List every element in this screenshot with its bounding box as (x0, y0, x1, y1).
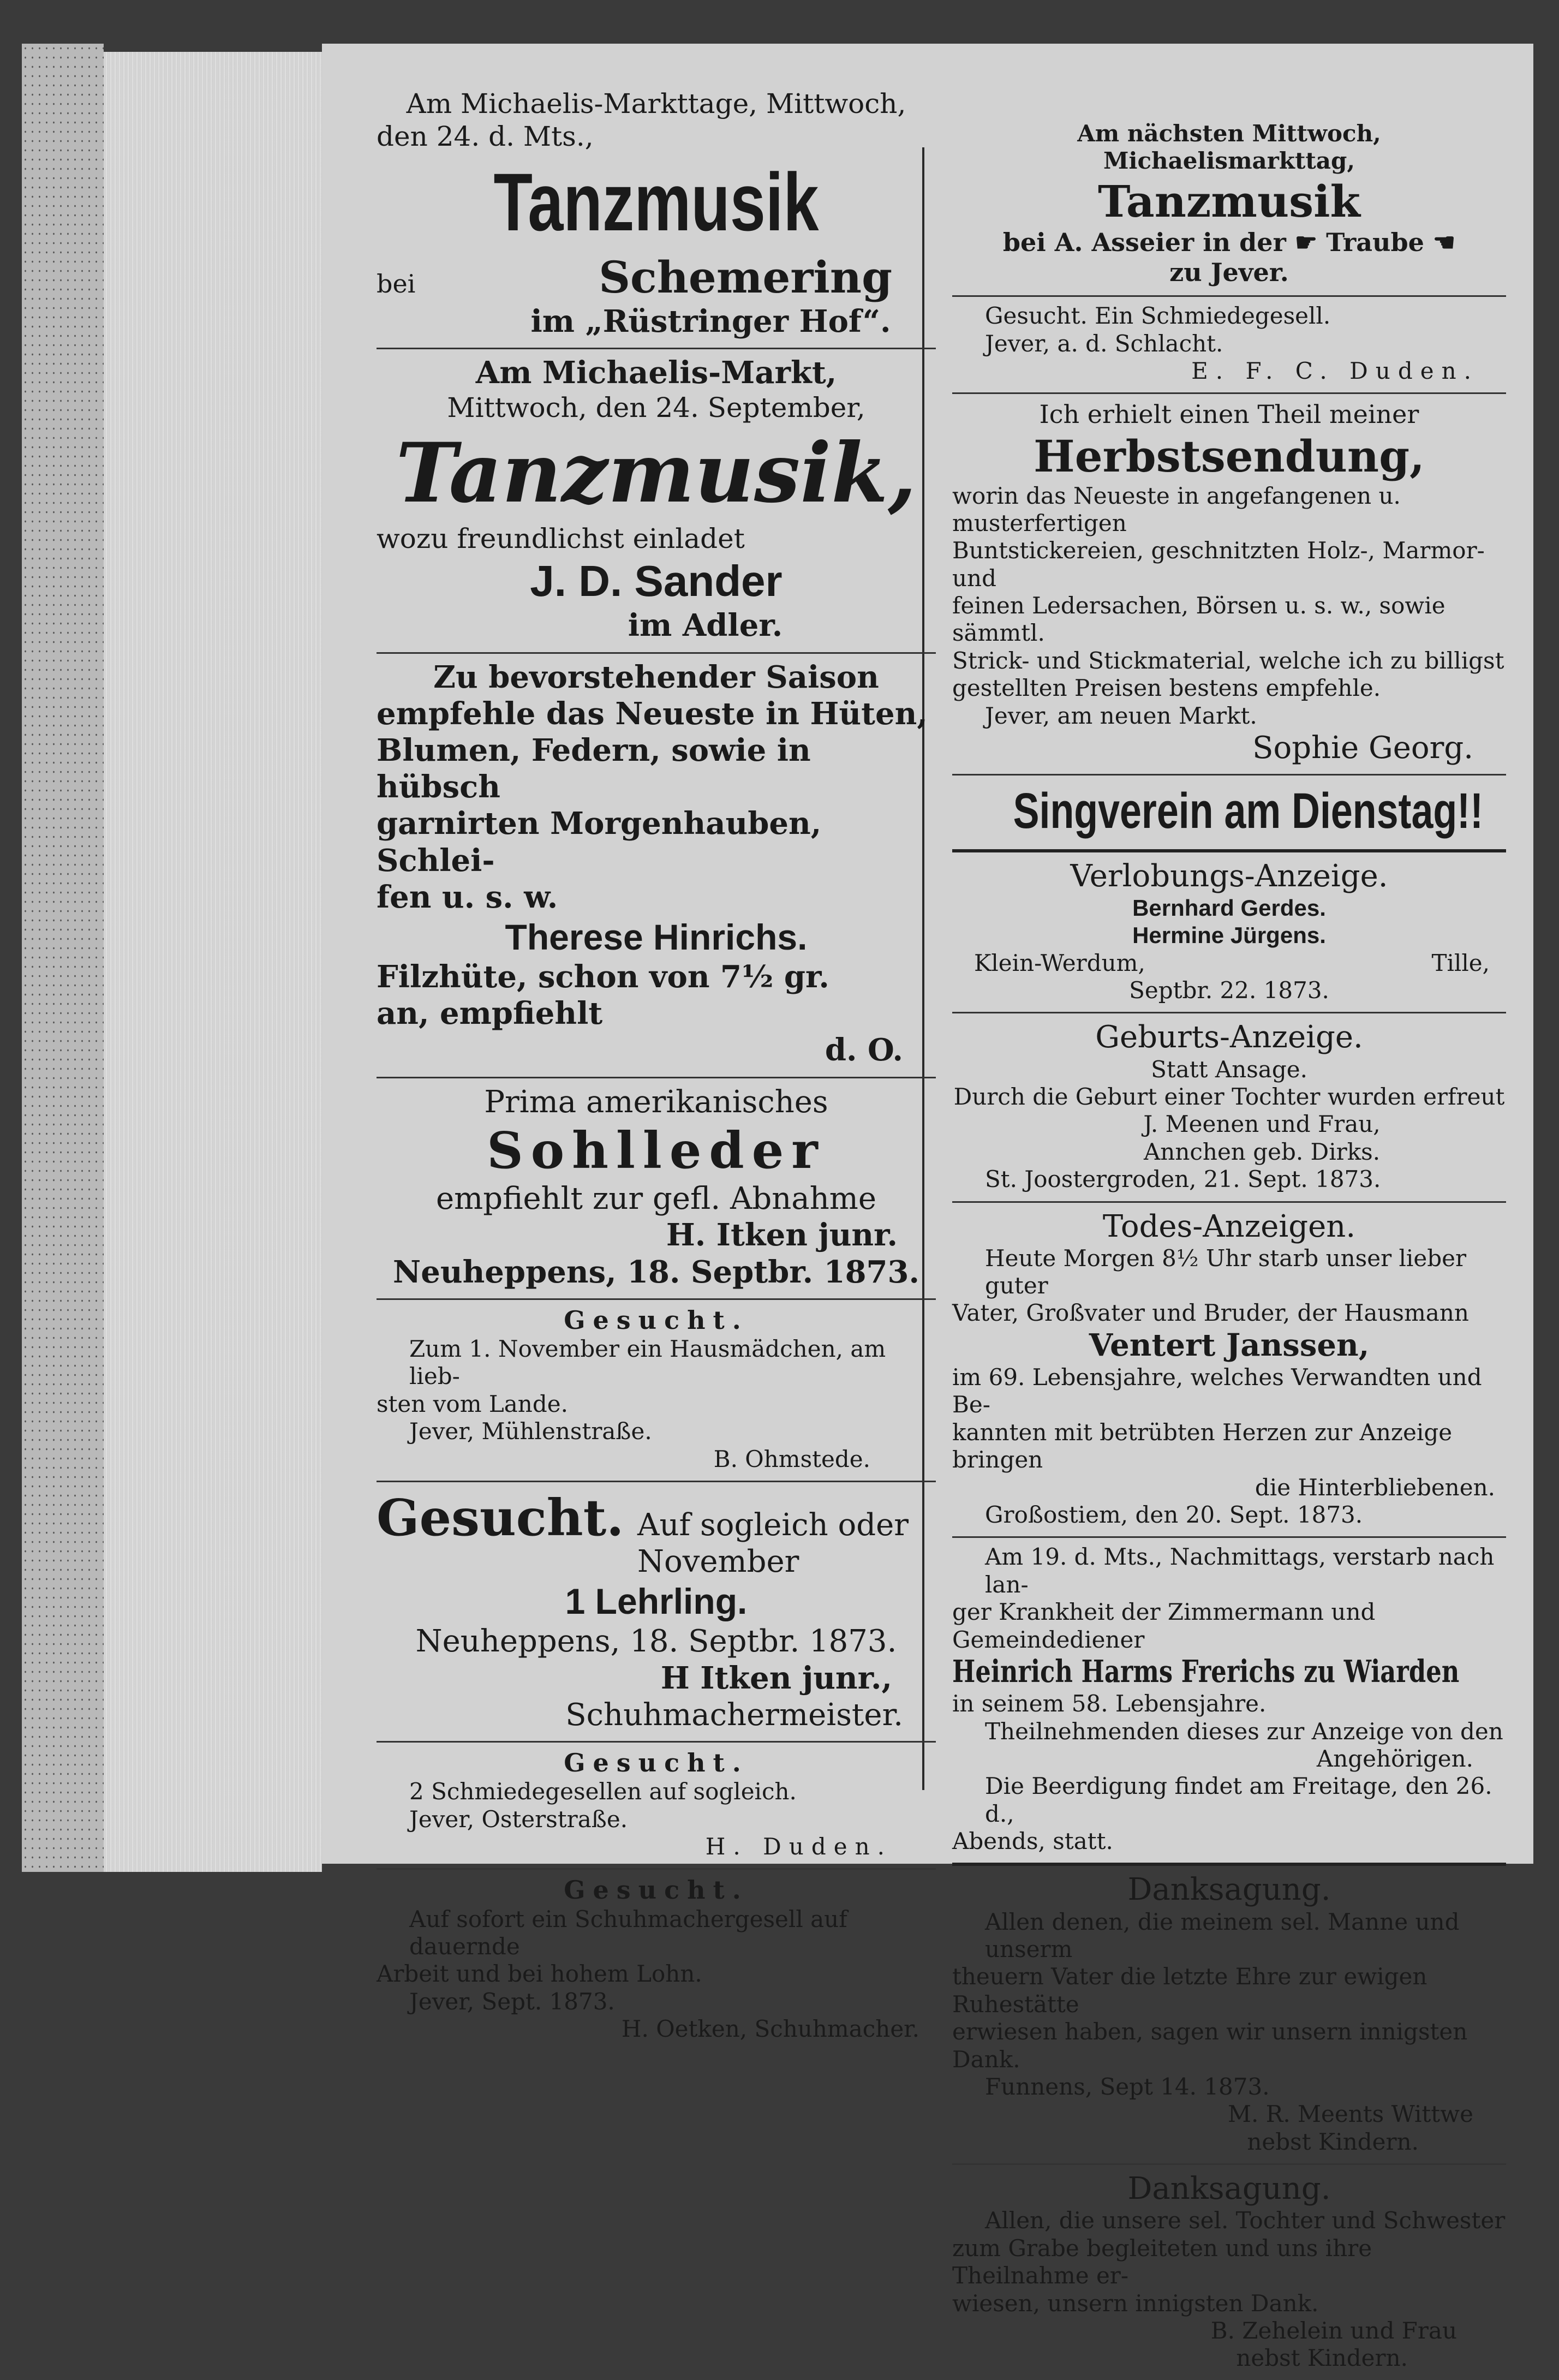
ad-verlobung (952, 852, 1506, 1014)
ad-line: in seinem 58. Lebensjahre. (952, 1690, 1267, 1717)
ad-line: Funnens, Sept 14. 1873. (985, 2073, 1270, 2101)
ad-line: ger Krankheit der Zimmermann und Gemeindediener (952, 1598, 1376, 1653)
ad-todesanzeige-frerichs (952, 1538, 1506, 1866)
ad-title: Danksagung. (1127, 1872, 1331, 1908)
ad-line: Die Beerdigung findet am Freitage, den 26. d., (985, 1773, 1492, 1827)
ad-line: Abends, statt. (952, 1828, 1113, 1855)
ad-line: theuern Vater die letzte Ehre zur ewigen Ruhestätte (952, 1963, 1427, 2018)
ad-headline: Singverein am Dienstag!! (1013, 783, 1483, 839)
ad-headline: Gesucht. (377, 1488, 624, 1547)
ad-signature: E. F. C. Duden. (1191, 357, 1479, 384)
ad-date: Septbr. 22. 1873. (1129, 976, 1329, 1004)
ad-place: Tille, (1431, 949, 1490, 976)
left-column (377, 82, 936, 2051)
ad-line: Am 19. d. Mts., Nachmittags, verstarb nach lan- (985, 1543, 1495, 1598)
ad-line: empfehle das Neueste in Hüten, (377, 695, 928, 732)
ad-headline: Herbstsendung, (1034, 430, 1425, 482)
ad-line: Blumen, Federn, sowie in hübsch (377, 732, 811, 806)
ad-line: Strick- und Stickmaterial, welche ich zu billigst (952, 647, 1504, 674)
ad-line: Filzhüte, schon von 7½ gr. (377, 959, 829, 995)
ad-role: Schuhmachermeister. (565, 1697, 903, 1733)
ad-tanzmusik-sander (377, 349, 936, 653)
ad-title: Todes-Anzeigen. (1102, 1208, 1356, 1244)
ad-line: bei A. Asseier in der (1002, 227, 1286, 257)
ad-line: worin das Neueste in angefangenen u. musterfertigen (952, 482, 1401, 536)
ad-line: Am Michaelis-Markttage, Mittwoch, (406, 88, 906, 120)
ad-line: gestellten Preisen bestens empfehle. (952, 675, 1381, 702)
ad-gesucht-hausmaedchen (377, 1300, 936, 1482)
ad-line: Arbeit und bei hohem Lohn. (377, 1960, 702, 1988)
ad-line: wozu freundlichst einladet (377, 523, 745, 555)
ad-line: feinen Ledersachen, Börsen u. s. w., sowie sämmtl. (952, 592, 1445, 647)
ad-headline: Tanzmusik (1098, 175, 1360, 227)
ad-todesanzeige-janssen (952, 1203, 1506, 1538)
ad-line: Jever, Osterstraße. (409, 1805, 628, 1833)
ad-line: sten vom Lande. (377, 1390, 568, 1417)
ad-line: Zum 1. November ein Hausmädchen, am lieb- (409, 1335, 886, 1390)
ad-name: Heinrich Harms Frerichs zu Wiarden (952, 1653, 1460, 1690)
ad-date: Neuheppens, 18. Septbr. 1873. (415, 1624, 897, 1660)
ad-line: Heute Morgen 8½ Uhr starb unser lieber guter (985, 1244, 1467, 1299)
ad-line: an, empfiehlt (377, 995, 603, 1032)
ad-line: Gesucht. Ein Schmiedegesell. (985, 302, 1331, 330)
ad-herbstsendung (952, 394, 1506, 776)
ad-line: im 69. Lebensjahre, welches Verwandten und Be- (952, 1364, 1482, 1418)
ad-line: Allen, die unsere sel. Tochter und Schwester (985, 2207, 1506, 2234)
ad-signature: M. R. Meents Wittwe (1227, 2101, 1473, 2128)
pointing-hand-right-icon: ☚ (1432, 227, 1456, 257)
ad-line: Buntstickereien, geschnitzten Holz-, Marmor- und (952, 537, 1485, 592)
ad-line: garnirten Morgenhauben, Schlei- (377, 806, 822, 879)
ad-line: Jever, Mühlenstraße. (409, 1418, 652, 1445)
ad-date: Neuheppens, 18. Septbr. 1873. (393, 1254, 919, 1290)
ad-line: Angehörigen. (1316, 1745, 1473, 1772)
ad-tanzmusik-schemering (377, 82, 936, 349)
ad-line: erwiesen haben, sagen wir unsern innigsten Dank. (952, 2018, 1468, 2073)
ad-signature: nebst Kindern. (1236, 2345, 1408, 2372)
ad-line: Jever, Sept. 1873. (409, 1988, 615, 2015)
ad-line: Mittwoch, den 24. September, (447, 392, 865, 424)
ad-line: den 24. d. Mts., (377, 121, 594, 152)
ad-signature: nebst Kindern. (1247, 2128, 1419, 2155)
ad-line: zu Jever. (1169, 257, 1289, 287)
ad-line: kannten mit betrübten Herzen zur Anzeige bringen (952, 1418, 1453, 1474)
ad-place: im „Rüstringer Hof“. (530, 303, 891, 339)
ad-line: Durch die Geburt einer Tochter wurden erfreut (953, 1083, 1505, 1110)
page-stack (104, 52, 322, 1872)
ad-place: im Adler. (628, 607, 783, 644)
ad-danksagung-meents (952, 1866, 1506, 2165)
ad-line: die Hinterbliebenen. (1255, 1474, 1495, 1501)
ad-item: 1 Lehrling. (565, 1581, 748, 1622)
ad-name: Bernhard Gerdes. (1132, 894, 1326, 921)
ad-name: J. D. Sander (530, 557, 783, 606)
ad-place: Klein-Werdum, (974, 949, 1145, 976)
ad-headline: Tanzmusik, (396, 425, 917, 522)
ad-title: Geburts-Anzeige. (1095, 1019, 1363, 1055)
ad-singverein (952, 776, 1506, 852)
ad-name: H. Itken junr. (666, 1217, 898, 1254)
ad-name: Schemering (599, 252, 892, 303)
ad-name: Ventert Janssen, (1089, 1327, 1370, 1363)
ad-title: Gesucht. (564, 1748, 749, 1778)
ad-line: Auf sogleich oder (637, 1507, 909, 1543)
ad-line: zum Grabe begleiteten und uns ihre Theilnahme er- (952, 2234, 1372, 2289)
ad-signature: B. Zehelein und Frau (1210, 2317, 1457, 2344)
ad-danksagung-zehelein (952, 2165, 1506, 2380)
ad-geburt (952, 1013, 1506, 1202)
ad-name: Therese Hinrichs. (505, 916, 808, 957)
ad-headline: Sohlleder (487, 1120, 826, 1180)
right-column (952, 115, 1506, 2380)
ad-title: Gesucht. (564, 1875, 749, 1905)
ad-line (952, 228, 1506, 258)
ad-date: Großostiem, den 20. Sept. 1873. (985, 1501, 1363, 1528)
ad-signature: H. Duden. (705, 1833, 892, 1860)
ad-line: wiesen, unsern innigsten Dank. (952, 2289, 1319, 2317)
ad-line: November (637, 1544, 799, 1580)
ad-line: empfiehlt zur gefl. Abnahme (436, 1181, 876, 1217)
ad-gesucht-lehrling (377, 1482, 936, 1743)
ad-line: Annchen geb. Dirks. (1143, 1138, 1381, 1165)
ad-name: Hermine Jürgens. (1132, 922, 1326, 949)
ad-line: Zu bevorstehender Saison (433, 659, 879, 695)
ad-line: Theilnehmenden dieses zur Anzeige von den (985, 1717, 1503, 1745)
ad-signature: d. O. (825, 1032, 903, 1069)
ad-line: Allen denen, die meinem sel. Manne und unserm (985, 1908, 1460, 1963)
ad-line: Jever, a. d. Schlacht. (985, 330, 1223, 357)
ad-line: Prima amerikanisches (484, 1084, 828, 1120)
ad-line: fen u. s. w. (377, 879, 558, 915)
ad-signature: B. Ohmstede. (713, 1445, 870, 1472)
ad-row (952, 950, 1506, 977)
ad-tanzmusik-asseier (952, 115, 1506, 297)
book-edge (22, 44, 104, 1872)
ad-line: Auf sofort ein Schuhmachergesell auf dauernde (409, 1905, 847, 1960)
ad-hinrichs-hats (377, 654, 936, 1078)
ad-name: H Itken junr., (660, 1660, 892, 1696)
ad-line: Vater, Großvater und Bruder, der Hausmann (952, 1299, 1469, 1327)
pointing-hand-left-icon: ☛ (1294, 227, 1318, 257)
ad-gesucht-schuhmachergesell (377, 1870, 936, 2050)
ad-line: J. Meenen und Frau, (1143, 1111, 1381, 1138)
ad-signature: H. Oetken, Schuhmacher. (621, 2015, 919, 2043)
ad-line: Am nächsten Mittwoch, Michaelismarkttag, (1077, 120, 1381, 175)
ad-line: bei (377, 269, 416, 299)
ad-line: Statt Ansage. (1151, 1055, 1307, 1083)
ad-date: St. Joostergroden, 21. Sept. 1873. (985, 1166, 1381, 1193)
ad-side (637, 1507, 909, 1580)
ad-headline: Tanzmusik (493, 156, 819, 248)
ad-gesucht-schmiedegesell (952, 297, 1506, 394)
ad-line: Ich erhielt einen Theil meiner (1039, 399, 1419, 430)
ad-sohlleder (377, 1078, 936, 1300)
ad-line: Jever, am neuen Markt. (985, 702, 1257, 729)
ad-title: Verlobungs-Anzeige. (1070, 858, 1388, 894)
ad-row (377, 251, 936, 303)
ad-row (377, 1488, 936, 1580)
ad-gesucht-schmiedegesellen (377, 1743, 936, 1870)
ad-title: Gesucht. (564, 1305, 749, 1335)
ad-line: 2 Schmiedegesellen auf sogleich. (409, 1778, 797, 1805)
ad-signature: Sophie Georg. (1252, 730, 1473, 766)
ad-title: Danksagung. (1127, 2171, 1331, 2207)
ad-line: Am Michaelis-Markt, (475, 355, 837, 391)
ad-sign: Traube (1326, 227, 1424, 257)
